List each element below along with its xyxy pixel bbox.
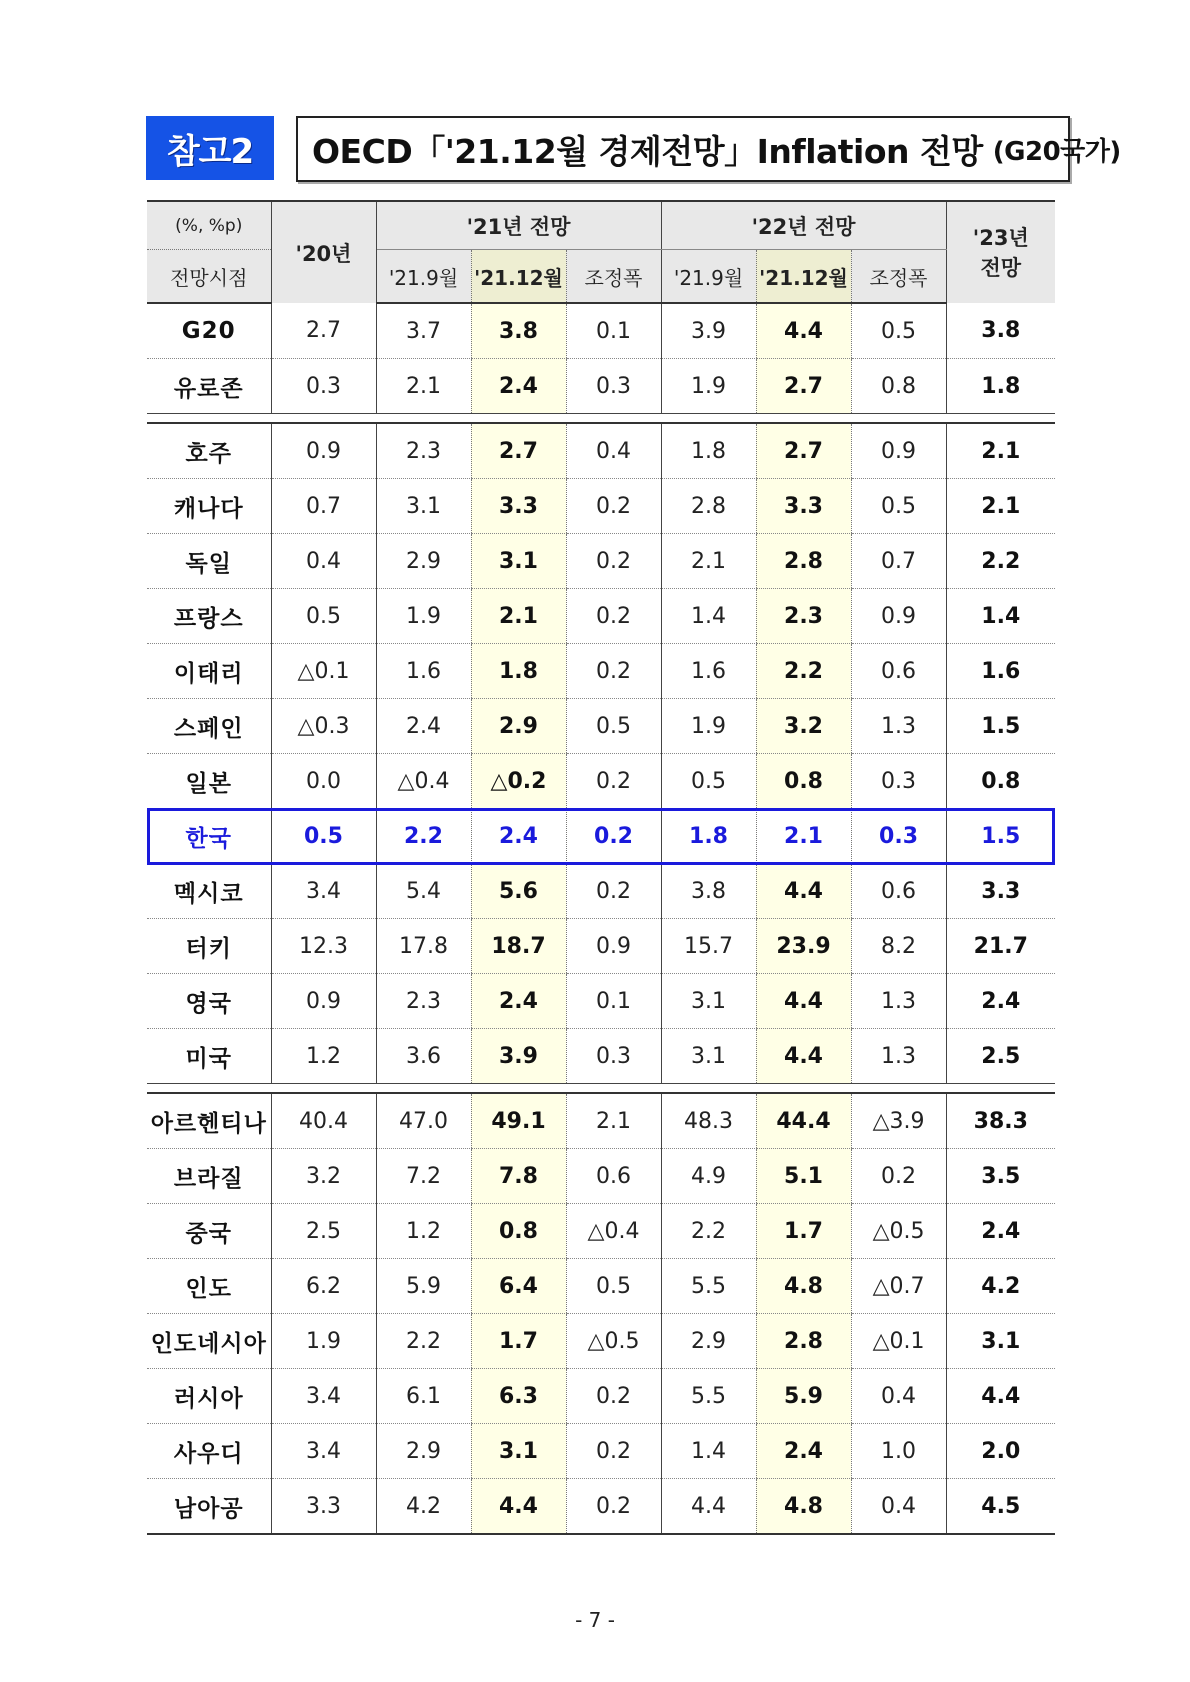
cell-d21: 2.9	[471, 699, 566, 754]
cell-s21: 7.2	[376, 1149, 471, 1204]
separator-cell	[661, 414, 756, 424]
title-box	[296, 116, 1121, 182]
cell-s21: 3.1	[376, 479, 471, 534]
cell-d21: 0.8	[471, 1204, 566, 1259]
header-2023	[946, 201, 1055, 303]
country-name: 이태리	[147, 644, 271, 699]
separator-cell	[566, 1084, 661, 1094]
cell-d21: 1.8	[471, 644, 566, 699]
cell-d22: 4.8	[756, 1479, 851, 1535]
cell-a21: 0.2	[566, 589, 661, 644]
cell-d21: 2.4	[471, 359, 566, 414]
table-row	[147, 699, 1055, 754]
cell-v20: 2.7	[271, 303, 376, 359]
country-name: 사우디	[147, 1424, 271, 1479]
cell-d22: 5.1	[756, 1149, 851, 1204]
group-separator	[147, 414, 1055, 424]
cell-a21: 0.2	[566, 754, 661, 809]
cell-a21: 0.1	[566, 974, 661, 1029]
group-separator	[147, 1084, 1055, 1094]
cell-d21: 1.7	[471, 1314, 566, 1369]
cell-d21: 7.8	[471, 1149, 566, 1204]
cell-d22: 1.7	[756, 1204, 851, 1259]
cell-d21: 4.4	[471, 1479, 566, 1535]
cell-s22: 1.6	[661, 644, 756, 699]
separator-cell	[756, 1084, 851, 1094]
cell-s21: 2.2	[376, 1314, 471, 1369]
cell-v23: 3.1	[946, 1314, 1055, 1369]
cell-a22: △0.7	[851, 1259, 946, 1314]
separator-cell	[851, 1084, 946, 1094]
cell-v20: 0.7	[271, 479, 376, 534]
cell-s22: 2.8	[661, 479, 756, 534]
separator-cell	[471, 414, 566, 424]
separator-cell	[147, 1084, 271, 1094]
cell-s21: 1.2	[376, 1204, 471, 1259]
separator-cell	[471, 1084, 566, 1094]
cell-d22: 4.4	[756, 303, 851, 359]
cell-s21: 4.2	[376, 1479, 471, 1535]
cell-d22: 2.1	[756, 809, 851, 864]
cell-d22: 44.4	[756, 1093, 851, 1149]
cell-s22: 1.9	[661, 359, 756, 414]
cell-s21: 6.1	[376, 1369, 471, 1424]
cell-s21: 1.6	[376, 644, 471, 699]
separator-cell	[566, 414, 661, 424]
cell-d22: 2.3	[756, 589, 851, 644]
cell-s21: 2.9	[376, 534, 471, 589]
cell-s22: 0.5	[661, 754, 756, 809]
row-header-label: 전망시점	[147, 250, 271, 304]
cell-a22: 0.7	[851, 534, 946, 589]
cell-v20: 3.4	[271, 1369, 376, 1424]
cell-s21: 2.9	[376, 1424, 471, 1479]
cell-a22: 0.3	[851, 754, 946, 809]
cell-s22: 1.9	[661, 699, 756, 754]
cell-d21: 3.1	[471, 1424, 566, 1479]
cell-a22: 8.2	[851, 919, 946, 974]
cell-v20: 3.4	[271, 1424, 376, 1479]
country-name: 유로존	[147, 359, 271, 414]
cell-d21: 2.1	[471, 589, 566, 644]
cell-s22: 1.8	[661, 423, 756, 479]
cell-v23: 4.2	[946, 1259, 1055, 1314]
cell-v23: 2.4	[946, 1204, 1055, 1259]
cell-v23: 3.5	[946, 1149, 1055, 1204]
cell-a21: 0.2	[566, 1424, 661, 1479]
header-2021-dec: '21.12월	[471, 250, 566, 304]
country-name: 인도네시아	[147, 1314, 271, 1369]
table-row	[147, 589, 1055, 644]
header-2020: '20년	[271, 201, 376, 303]
cell-v20: 3.3	[271, 1479, 376, 1535]
country-name: 브라질	[147, 1149, 271, 1204]
table-row	[147, 1029, 1055, 1084]
cell-a22: 0.4	[851, 1369, 946, 1424]
table-row	[147, 534, 1055, 589]
cell-s21: 2.2	[376, 809, 471, 864]
cell-a21: 0.2	[566, 809, 661, 864]
country-name: 미국	[147, 1029, 271, 1084]
cell-v23: 4.5	[946, 1479, 1055, 1535]
cell-s22: 1.8	[661, 809, 756, 864]
country-name: 멕시코	[147, 864, 271, 919]
cell-s22: 1.4	[661, 589, 756, 644]
table-row	[147, 303, 1055, 359]
cell-a21: 0.9	[566, 919, 661, 974]
cell-v23: 2.4	[946, 974, 1055, 1029]
cell-a21: 0.2	[566, 534, 661, 589]
country-name: 중국	[147, 1204, 271, 1259]
table-row	[147, 1259, 1055, 1314]
cell-d21: 5.6	[471, 864, 566, 919]
cell-v23: 1.5	[946, 809, 1055, 864]
title-row	[146, 116, 1121, 182]
cell-a22: 1.3	[851, 699, 946, 754]
cell-a22: △0.5	[851, 1204, 946, 1259]
cell-v20: 0.4	[271, 534, 376, 589]
country-name: 일본	[147, 754, 271, 809]
cell-d22: 2.8	[756, 534, 851, 589]
cell-a22: △0.1	[851, 1314, 946, 1369]
cell-d21: 2.4	[471, 809, 566, 864]
cell-s22: 3.8	[661, 864, 756, 919]
separator-cell	[851, 414, 946, 424]
separator-cell	[946, 414, 1055, 424]
header-2021-group: '21년 전망	[376, 201, 661, 250]
cell-s21: △0.4	[376, 754, 471, 809]
reference-badge: 참고2	[146, 116, 274, 180]
cell-a21: 0.2	[566, 864, 661, 919]
cell-d22: 4.8	[756, 1259, 851, 1314]
cell-v23: 38.3	[946, 1093, 1055, 1149]
cell-v20: 0.5	[271, 809, 376, 864]
cell-v23: 0.8	[946, 754, 1055, 809]
cell-v23: 1.8	[946, 359, 1055, 414]
country-name: G20	[147, 303, 271, 359]
cell-a22: △3.9	[851, 1093, 946, 1149]
cell-s22: 2.9	[661, 1314, 756, 1369]
cell-d22: 4.4	[756, 1029, 851, 1084]
cell-s22: 3.9	[661, 303, 756, 359]
cell-v20: 0.9	[271, 974, 376, 1029]
cell-d22: 4.4	[756, 974, 851, 1029]
cell-s21: 1.9	[376, 589, 471, 644]
cell-v20: 3.4	[271, 864, 376, 919]
cell-a21: 0.6	[566, 1149, 661, 1204]
cell-s21: 2.3	[376, 974, 471, 1029]
cell-d21: 3.3	[471, 479, 566, 534]
cell-s22: 3.1	[661, 974, 756, 1029]
cell-d22: 2.8	[756, 1314, 851, 1369]
cell-v20: 1.9	[271, 1314, 376, 1369]
table-row	[147, 1314, 1055, 1369]
cell-a21: 0.4	[566, 423, 661, 479]
table-row	[147, 1149, 1055, 1204]
cell-d21: 2.7	[471, 423, 566, 479]
country-name: 프랑스	[147, 589, 271, 644]
country-name: 러시아	[147, 1369, 271, 1424]
cell-d21: 2.4	[471, 974, 566, 1029]
cell-v20: 12.3	[271, 919, 376, 974]
cell-a22: 0.5	[851, 479, 946, 534]
country-name: 한국	[147, 809, 271, 864]
cell-d21: 49.1	[471, 1093, 566, 1149]
separator-cell	[271, 414, 376, 424]
cell-a22: 0.6	[851, 644, 946, 699]
cell-s21: 2.1	[376, 359, 471, 414]
country-name: 아르헨티나	[147, 1093, 271, 1149]
cell-v23: 2.0	[946, 1424, 1055, 1479]
country-name: 남아공	[147, 1479, 271, 1535]
cell-s22: 15.7	[661, 919, 756, 974]
table-row	[147, 359, 1055, 414]
cell-v23: 4.4	[946, 1369, 1055, 1424]
cell-a22: 1.3	[851, 1029, 946, 1084]
separator-cell	[756, 414, 851, 424]
cell-a21: 0.3	[566, 359, 661, 414]
cell-v20: 6.2	[271, 1259, 376, 1314]
cell-s22: 2.2	[661, 1204, 756, 1259]
cell-v23: 2.1	[946, 479, 1055, 534]
cell-s21: 17.8	[376, 919, 471, 974]
separator-cell	[661, 1084, 756, 1094]
cell-d21: 6.4	[471, 1259, 566, 1314]
page-number: - 7 -	[575, 1608, 615, 1632]
cell-a22: 0.9	[851, 589, 946, 644]
cell-v20: 0.9	[271, 423, 376, 479]
cell-v20: 40.4	[271, 1093, 376, 1149]
separator-cell	[376, 414, 471, 424]
table-row	[147, 864, 1055, 919]
country-name: 인도	[147, 1259, 271, 1314]
cell-a22: 0.9	[851, 423, 946, 479]
cell-a21: 0.2	[566, 479, 661, 534]
cell-v20: △0.1	[271, 644, 376, 699]
cell-s22: 2.1	[661, 534, 756, 589]
header-2021-adj: 조정폭	[566, 250, 661, 304]
page-subtitle: (G20국가)	[992, 136, 1121, 167]
cell-a21: 0.5	[566, 1259, 661, 1314]
country-name: 독일	[147, 534, 271, 589]
table-row	[147, 1093, 1055, 1149]
cell-s22: 4.9	[661, 1149, 756, 1204]
cell-v20: 2.5	[271, 1204, 376, 1259]
cell-a21: △0.5	[566, 1314, 661, 1369]
cell-v23: 1.4	[946, 589, 1055, 644]
cell-s22: 48.3	[661, 1093, 756, 1149]
table-row	[147, 974, 1055, 1029]
cell-v23: 2.1	[946, 423, 1055, 479]
cell-a22: 0.3	[851, 809, 946, 864]
table-row	[147, 754, 1055, 809]
cell-a21: △0.4	[566, 1204, 661, 1259]
cell-d21: 3.1	[471, 534, 566, 589]
cell-v20: 0.3	[271, 359, 376, 414]
cell-v20: 1.2	[271, 1029, 376, 1084]
cell-v23: 2.2	[946, 534, 1055, 589]
separator-cell	[147, 414, 271, 424]
cell-d22: 23.9	[756, 919, 851, 974]
cell-a22: 0.5	[851, 303, 946, 359]
cell-s21: 3.6	[376, 1029, 471, 1084]
cell-d22: 2.4	[756, 1424, 851, 1479]
header-2022-group: '22년 전망	[661, 201, 946, 250]
header-2021-sep: '21.9월	[376, 250, 471, 304]
header-2022-dec: '21.12월	[756, 250, 851, 304]
separator-cell	[376, 1084, 471, 1094]
cell-v23: 1.5	[946, 699, 1055, 754]
cell-s22: 5.5	[661, 1259, 756, 1314]
cell-s22: 3.1	[661, 1029, 756, 1084]
cell-s22: 4.4	[661, 1479, 756, 1535]
cell-a21: 2.1	[566, 1093, 661, 1149]
header-2022-adj: 조정폭	[851, 250, 946, 304]
cell-d22: 2.7	[756, 359, 851, 414]
cell-v20: 0.5	[271, 589, 376, 644]
table-row	[147, 423, 1055, 479]
cell-d22: 3.3	[756, 479, 851, 534]
cell-a22: 0.4	[851, 1479, 946, 1535]
cell-s21: 2.3	[376, 423, 471, 479]
cell-d22: 0.8	[756, 754, 851, 809]
separator-cell	[946, 1084, 1055, 1094]
cell-a21: 0.2	[566, 1479, 661, 1535]
country-name: 호주	[147, 423, 271, 479]
cell-v23: 3.3	[946, 864, 1055, 919]
table-row	[147, 1204, 1055, 1259]
cell-v23: 2.5	[946, 1029, 1055, 1084]
cell-d21: 18.7	[471, 919, 566, 974]
cell-v20: 3.2	[271, 1149, 376, 1204]
country-name: 캐나다	[147, 479, 271, 534]
cell-v20: 0.0	[271, 754, 376, 809]
cell-v23: 1.6	[946, 644, 1055, 699]
cell-d22: 2.2	[756, 644, 851, 699]
cell-d21: 3.8	[471, 303, 566, 359]
cell-s21: 5.4	[376, 864, 471, 919]
table-row	[147, 809, 1055, 864]
table-row	[147, 1424, 1055, 1479]
table-row	[147, 644, 1055, 699]
separator-cell	[271, 1084, 376, 1094]
cell-a21: 0.2	[566, 644, 661, 699]
cell-a21: 0.1	[566, 303, 661, 359]
table-row	[147, 919, 1055, 974]
country-name: 터키	[147, 919, 271, 974]
cell-s22: 1.4	[661, 1424, 756, 1479]
cell-a21: 0.3	[566, 1029, 661, 1084]
cell-a21: 0.2	[566, 1369, 661, 1424]
cell-s21: 3.7	[376, 303, 471, 359]
cell-a22: 1.3	[851, 974, 946, 1029]
header-2022-sep: '21.9월	[661, 250, 756, 304]
unit-label: (%, %p)	[147, 201, 271, 250]
cell-v20: △0.3	[271, 699, 376, 754]
cell-d22: 5.9	[756, 1369, 851, 1424]
cell-d21: 6.3	[471, 1369, 566, 1424]
country-name: 스페인	[147, 699, 271, 754]
cell-a22: 0.6	[851, 864, 946, 919]
cell-a22: 1.0	[851, 1424, 946, 1479]
cell-v23: 3.8	[946, 303, 1055, 359]
country-name: 영국	[147, 974, 271, 1029]
table-row	[147, 479, 1055, 534]
cell-d21: 3.9	[471, 1029, 566, 1084]
cell-s21: 47.0	[376, 1093, 471, 1149]
cell-d22: 2.7	[756, 423, 851, 479]
page-title: OECD「'21.12월 경제전망」Inflation 전망	[312, 131, 983, 171]
cell-s21: 2.4	[376, 699, 471, 754]
cell-d22: 3.2	[756, 699, 851, 754]
table-row	[147, 1479, 1055, 1535]
cell-a22: 0.8	[851, 359, 946, 414]
cell-a22: 0.2	[851, 1149, 946, 1204]
cell-s21: 5.9	[376, 1259, 471, 1314]
inflation-table	[147, 200, 1055, 1535]
header-2023-label: '23년 전망	[972, 225, 1029, 280]
cell-d21: △0.2	[471, 754, 566, 809]
cell-v23: 21.7	[946, 919, 1055, 974]
table-body	[147, 303, 1055, 1534]
cell-s22: 5.5	[661, 1369, 756, 1424]
cell-d22: 4.4	[756, 864, 851, 919]
table-row	[147, 1369, 1055, 1424]
cell-a21: 0.5	[566, 699, 661, 754]
